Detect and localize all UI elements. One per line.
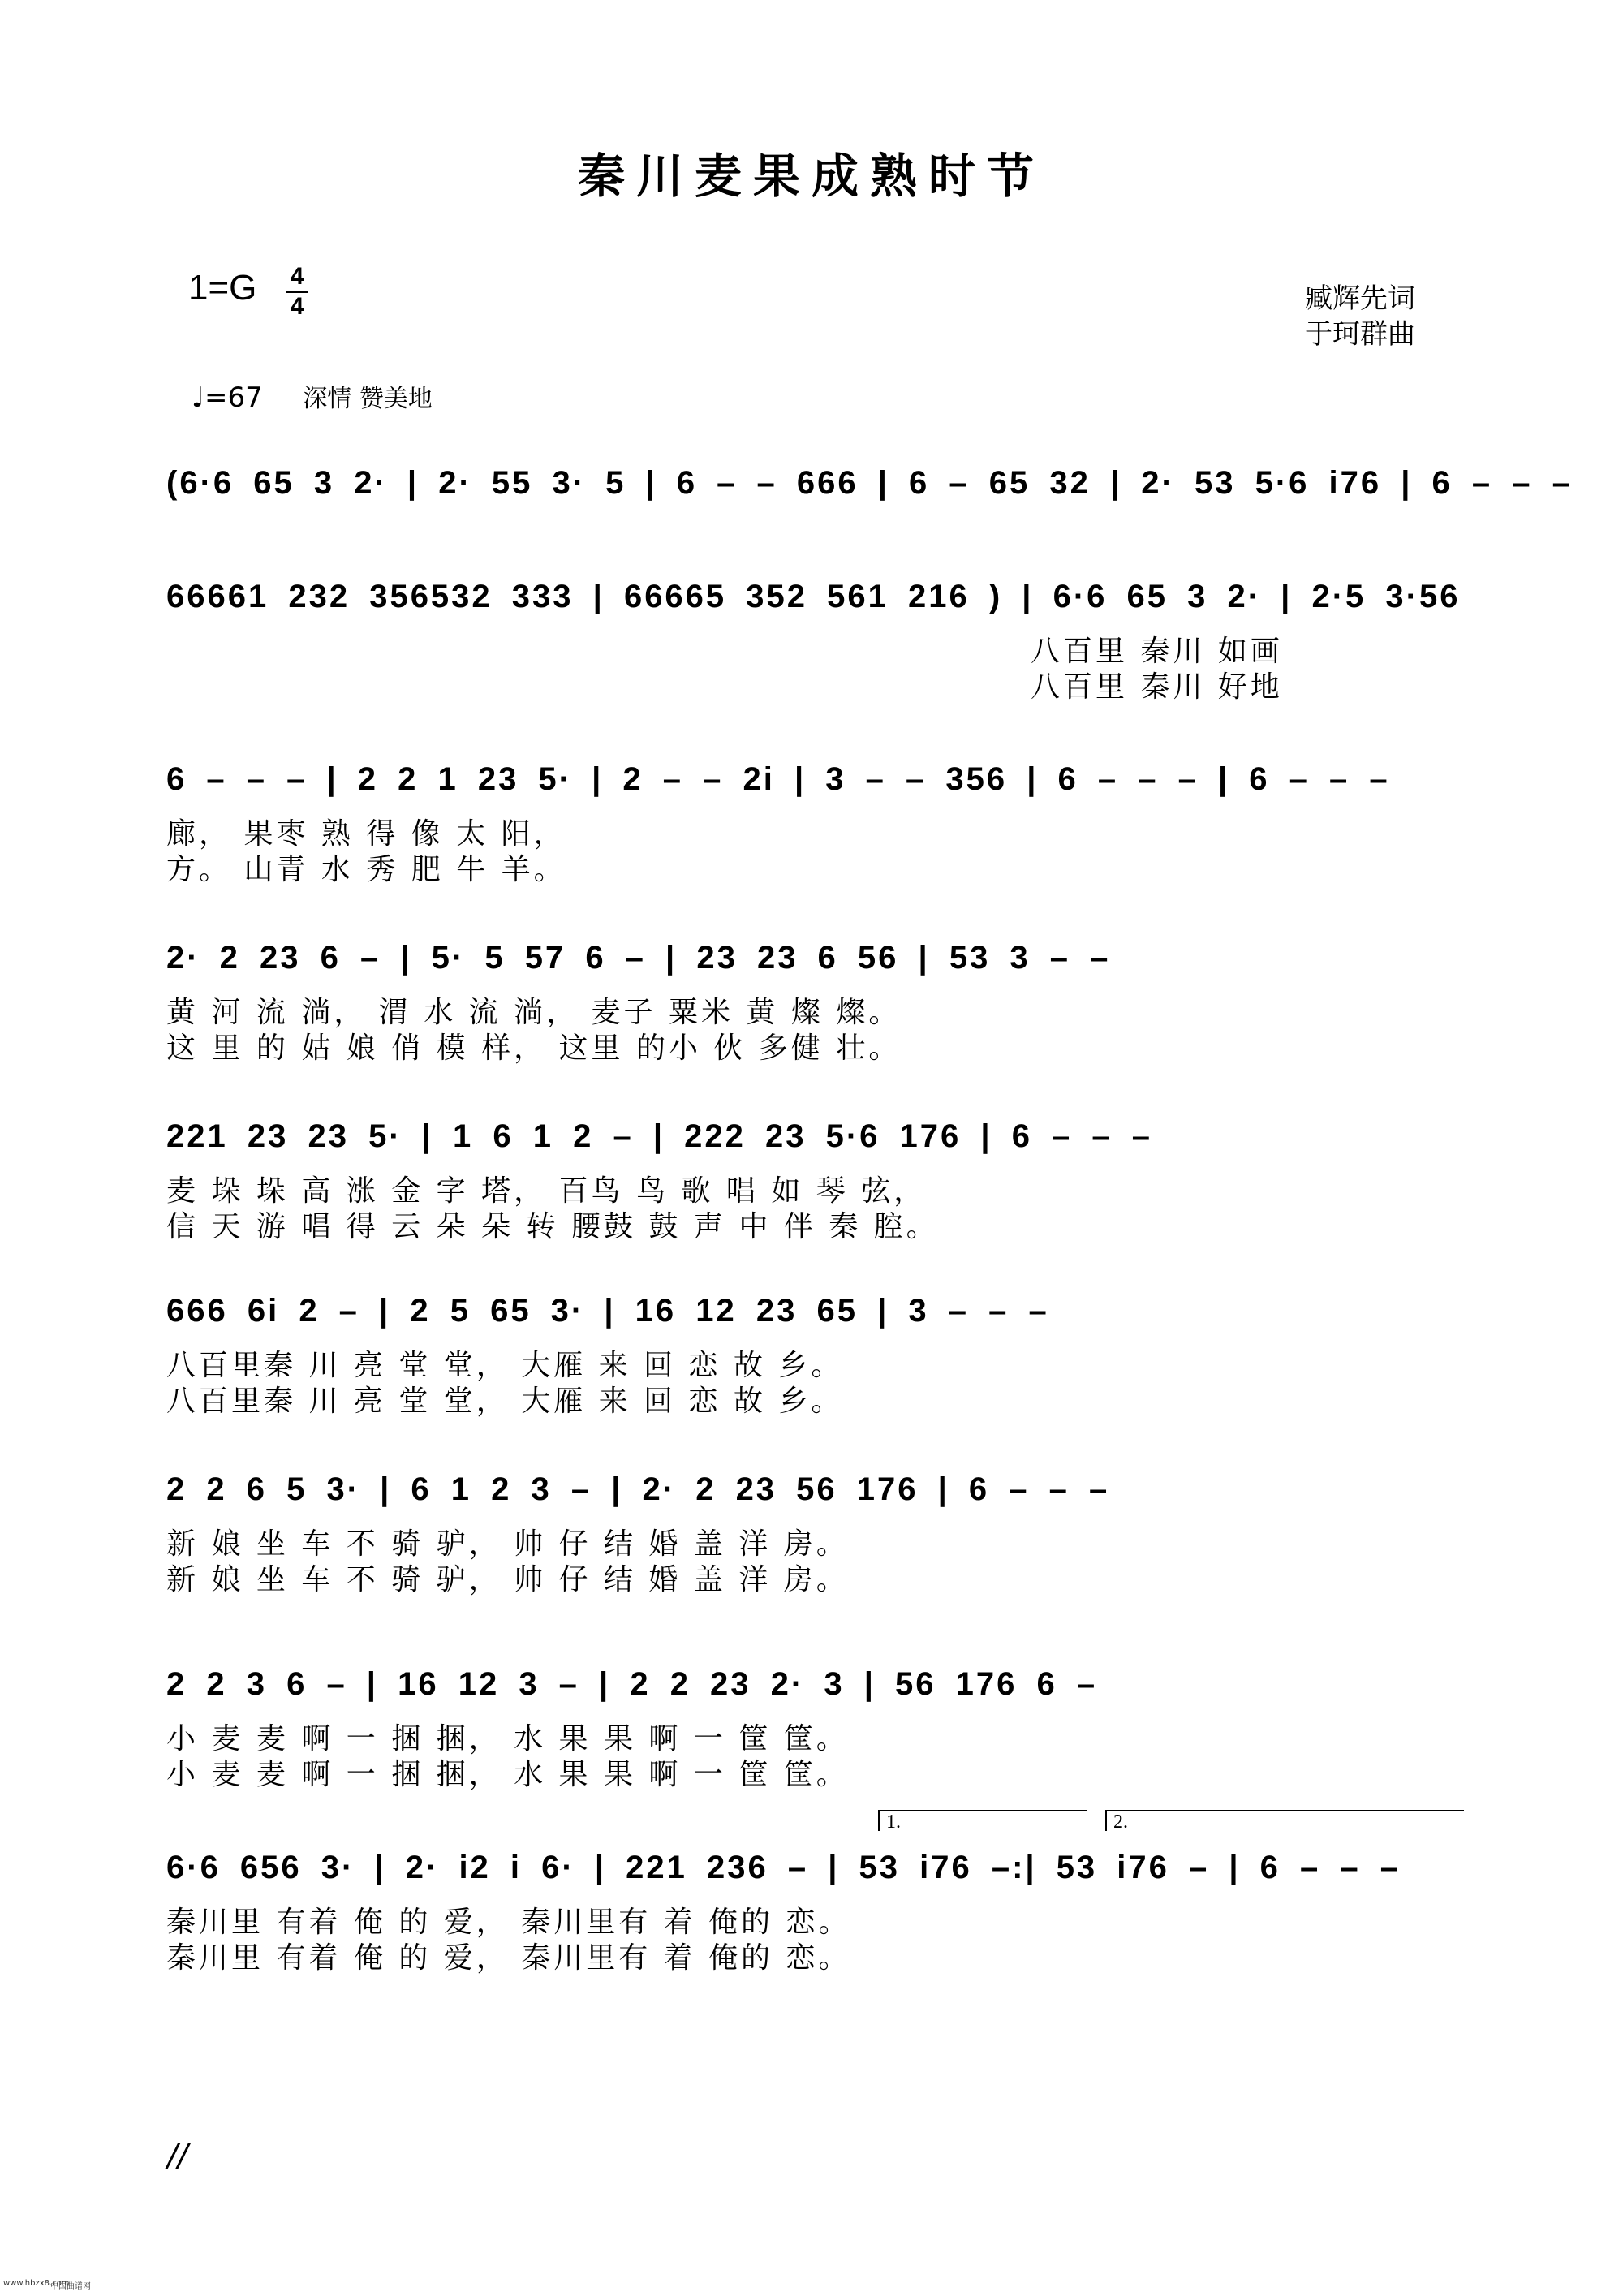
first-ending-bracket (878, 1810, 1087, 1831)
lyric-verse-2: 八百里秦 川 亮 堂 堂， 大雁 来 回 恋 故 乡。 (166, 1385, 844, 1418)
first-ending-label: 1. (886, 1811, 901, 1833)
composer-credit: 于珂群曲 (1305, 318, 1415, 351)
time-signature-top: 4 (290, 263, 304, 290)
second-ending-bracket (1105, 1810, 1464, 1831)
system-notes: 2 2 6 5 3· | 6 1 2 3 – | 2· 2 23 56 176 | 6 – – – (166, 1471, 1110, 1507)
time-signature-bottom: 4 (290, 293, 304, 320)
time-signature (286, 265, 308, 319)
expression-marking: 深情 赞美地 (303, 385, 433, 413)
lyric-verse-2: 信 天 游 唱 得 云 朵 朵 转 腰鼓 鼓 声 中 伴 秦 腔。 (166, 1210, 939, 1243)
lyric-verse-1: 新 娘 坐 车 不 骑 驴， 帅 仔 结 婚 盖 洋 房。 (166, 1527, 849, 1561)
footer-site[interactable]: www.hbzx8.com (3, 2279, 70, 2288)
system-notes: (6·6 65 3 2· | 2· 55 3· 5 | 6 – – 666 | 6 – 65 32 | 2· 53 5·6 i76 | 6 – – – (166, 465, 1573, 501)
lyric-text: 八百里 秦川 好地 (1031, 670, 1283, 704)
footer-site-name[interactable]: 中国曲谱网 (50, 2282, 91, 2291)
system-notes: 66661 232 356532 333 | 66665 352 561 216 ) | 6·6 65 3 2· | 2·5 3·56 (166, 579, 1461, 614)
lyric-verse-1: 八百里秦 川 亮 堂 堂， 大雁 来 回 恋 故 乡。 (166, 1349, 844, 1382)
lyric-verse-1: 秦川里 有着 俺 的 爱， 秦川里有 着 俺的 恋。 (166, 1906, 851, 1939)
lyric-verse-2 (1031, 670, 1485, 704)
tempo-marking (192, 378, 433, 414)
system-notes: 666 6i 2 – | 2 5 65 3· | 16 12 23 65 | 3 – – – (166, 1293, 1049, 1329)
lyric-text: 八百里 秦川 如画 (1031, 635, 1283, 668)
system-notes: 221 23 23 5· | 1 6 1 2 – | 222 23 5·6 176 | 6 – – – (166, 1118, 1153, 1154)
key-signature: 1=G (188, 268, 257, 308)
system-notes: 6·6 656 3· | 2· i2 i 6· | 221 236 – | 53 i76 –:| 53 i76 – | 6 – – – (166, 1850, 1401, 1885)
system-notes: 6 – – – | 2 2 1 23 5· | 2 – – 2i | 3 – – 356 | 6 – – – | 6 – – – (166, 761, 1390, 797)
lyric-verse-1: 黄 河 流 淌， 渭 水 流 淌， 麦子 粟米 黄 燦 燦。 (166, 996, 902, 1029)
lyric-verse-2: 新 娘 坐 车 不 骑 驴， 帅 仔 结 婚 盖 洋 房。 (166, 1563, 849, 1596)
song-title: 秦川麦果成熟时节 (577, 149, 1045, 204)
second-ending-label: 2. (1113, 1811, 1128, 1833)
lyric-verse-1: 廊， 果枣 熟 得 像 太 阳， (166, 817, 566, 851)
system-notes: 2· 2 23 6 – | 5· 5 57 6 – | 23 23 6 56 | 53 3 – – (166, 940, 1111, 976)
credits (1305, 281, 1415, 352)
tempo-note: ♩=67 (192, 381, 263, 414)
lyric-verse-2: 方。 山青 水 秀 肥 牛 羊。 (166, 853, 566, 886)
lyric-verse-1 (1031, 635, 1485, 669)
lyric-verse-2: 秦川里 有着 俺 的 爱， 秦川里有 着 俺的 恋。 (166, 1941, 851, 1975)
lyric-verse-2: 小 麦 麦 啊 一 捆 捆， 水 果 果 啊 一 筐 筐。 (166, 1758, 849, 1791)
lyric-verse-2: 这 里 的 姑 娘 俏 模 样， 这里 的小 伙 多健 壮。 (166, 1032, 902, 1065)
system-notes: 2 2 3 6 – | 16 12 3 – | 2 2 23 2· 3 | 56 176 6 – (166, 1666, 1098, 1702)
lyric-verse-1: 小 麦 麦 啊 一 捆 捆， 水 果 果 啊 一 筐 筐。 (166, 1722, 849, 1755)
lyricist-credit: 臧辉先词 (1305, 282, 1415, 315)
footer-mark: // (167, 2138, 188, 2173)
lyric-verse-1: 麦 垛 垛 高 涨 金 字 塔， 百鸟 鸟 歌 唱 如 琴 弦， (166, 1174, 927, 1208)
